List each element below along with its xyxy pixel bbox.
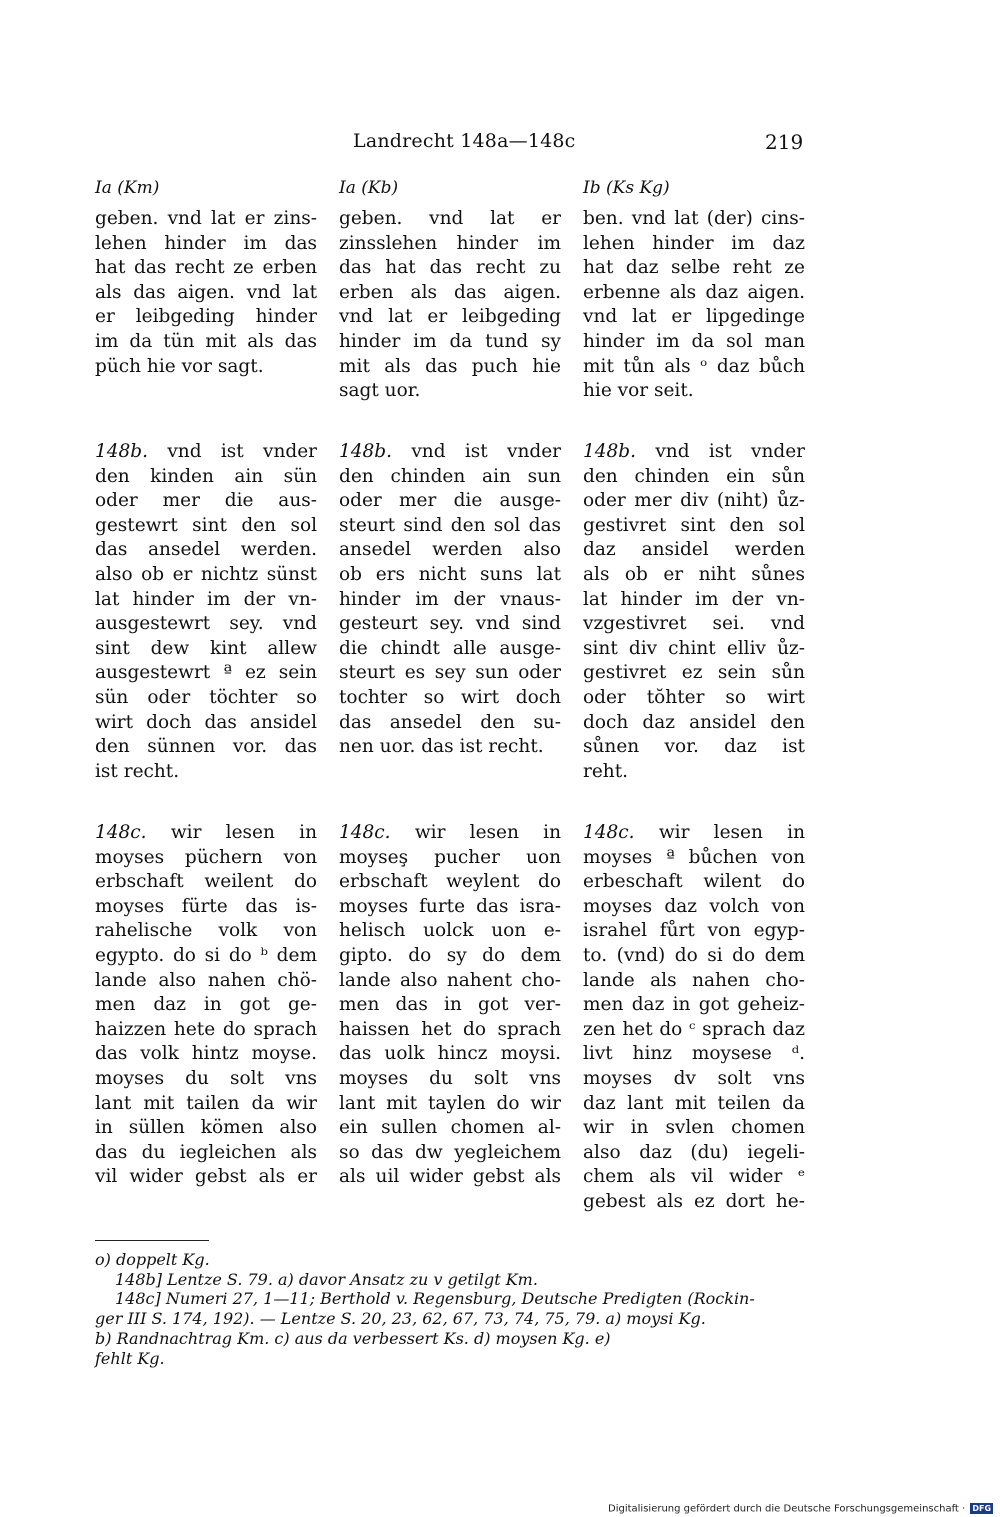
credit-text: Digitalisierung gefördert durch die Deutsche Forschungsgemeinschaft <box>608 1503 959 1515</box>
text-line: das volk hintz moyse. <box>95 1043 317 1065</box>
text-line: moyses du solt vns <box>339 1067 561 1089</box>
text-line: haizzen hete do sprach <box>95 1018 317 1040</box>
text-line: 148b. vnd ist vnder <box>95 441 317 462</box>
text-line: israhel fůrt von egyp- <box>583 920 805 942</box>
text-line: daz lant mit teilen da <box>583 1092 805 1114</box>
text-line: moyseş pucher uon <box>339 846 561 868</box>
text-line: erbeschaft wilent do <box>583 871 805 893</box>
paragraph-number: 148c. <box>339 822 391 843</box>
text-line: lande als nahen cho- <box>583 969 805 991</box>
text-line: ansedel werden also <box>339 539 561 561</box>
text-line: tochter so wirt doch <box>339 686 561 708</box>
text-line: also daz (du) iegeli- <box>583 1141 805 1163</box>
col1-block-148b <box>95 440 317 784</box>
dfg-logo: DFG <box>972 1504 992 1513</box>
col2-block-148b <box>339 440 561 760</box>
text-line: ein sullen chomen al- <box>339 1117 561 1139</box>
col3-block-148c <box>583 821 805 1215</box>
text-line: also ob er nichtz sünst <box>95 563 317 585</box>
text-line: lat hinder im der vn- <box>95 588 317 610</box>
footnotes <box>95 1250 805 1368</box>
text-line: men daz in got ge- <box>95 994 317 1016</box>
text-line: hinder im da sol man <box>583 330 805 352</box>
text-line: das ansedel den su- <box>339 711 561 733</box>
text-line: ausgestewrt sey. vnd <box>95 613 317 635</box>
text-line: den sünnen vor. das <box>95 736 317 758</box>
text-line: moyses püchern von <box>95 846 317 868</box>
text-line: lande also nahent cho- <box>339 969 561 991</box>
footnote-line: ger III S. 174, 192). — Lentze S. 20, 23, 62, 67, 73, 74, 75, 79. a) moysi Kg. <box>95 1309 706 1329</box>
text-line: püch hie vor sagt. <box>95 355 264 377</box>
text-line: erbenne als daz aigen. <box>583 281 805 303</box>
text-line: to. (vnd) do si do dem <box>583 944 805 966</box>
text-line: sint dew kint allew <box>95 637 317 659</box>
text-line: ben. vnd lat (der) cins- <box>583 208 805 229</box>
text-line: er leibgeding hinder <box>95 306 317 328</box>
footnote-line: 148c] Numeri 27, 1—11; Berthold v. Regensburg, Deutsche Predigten (Rockin- <box>115 1289 755 1309</box>
text-line: das uolk hincz moysi. <box>339 1043 561 1065</box>
paragraph-number: 148c. <box>583 822 635 843</box>
text-line: helisch uolck uon e- <box>339 920 561 942</box>
footnote-line: fehlt Kg. <box>95 1348 165 1368</box>
text-line: so das dw yegleichem <box>339 1141 561 1163</box>
text-line: den chinden ain sun <box>339 465 561 487</box>
col3-block-148b <box>583 440 805 784</box>
text-line: geben. vnd lat er zins- <box>95 208 317 229</box>
text-line: nen uor. das ist recht. <box>339 736 544 758</box>
text-line: erbschaft weylent do <box>339 871 561 893</box>
text-line: wirt doch das ansidel <box>95 711 317 733</box>
page-number: 219 <box>765 130 804 154</box>
text-line: mit als das puch hie <box>339 355 561 377</box>
text-line: vil wider gebst als er <box>95 1166 317 1188</box>
running-head: Landrecht 148a—148c <box>353 130 576 152</box>
text-line: lat hinder im der vn- <box>583 588 805 610</box>
text-line: hinder im da tund sy <box>339 330 561 352</box>
text-line: gestivret ez sein sůn <box>583 662 805 684</box>
paragraph-number: 148b. <box>95 441 149 462</box>
text-line: moyses ª bůchen von <box>583 846 805 868</box>
text-line: sün oder töchter so <box>95 686 317 708</box>
text-line: steurt sind den sol das <box>339 514 561 536</box>
footnote-line: b) Randnachtrag Km. c) aus da verbessert Ks. d) moysen Kg. e) <box>95 1328 611 1348</box>
text-line: oder mer die aus- <box>95 490 317 512</box>
text-line: vzgestivret sei. vnd <box>583 613 805 635</box>
text-line: vnd lat er lipgedinge <box>583 306 805 328</box>
text-line: zinsslehen hinder im <box>339 232 561 254</box>
text-line: den chinden ein sůn <box>583 465 805 487</box>
text-line: moyses dv solt vns <box>583 1067 805 1089</box>
text-line: hat daz selbe reht ze <box>583 257 805 279</box>
text-line: oder mer die ausge- <box>339 490 561 512</box>
text-line: livt hinz moysese ᵈ. <box>583 1043 805 1065</box>
text-line: als das aigen. vnd lat <box>95 281 317 303</box>
col2-block-148c <box>339 821 561 1190</box>
text-line: reht. <box>583 760 629 782</box>
text-line: als ob er niht sůnes <box>583 563 805 585</box>
text-line: 148c. wir lesen in <box>95 822 317 843</box>
column-heading-ib-ks-kg: Ib (Ks Kg) <box>583 178 670 198</box>
text-line: als uil wider gebst als <box>339 1166 561 1188</box>
text-line: sagt uor. <box>339 380 421 402</box>
text-line: lehen hinder im das <box>95 232 317 254</box>
text-line: das du iegleichen als <box>95 1141 317 1163</box>
paragraph-number: 148c. <box>95 822 147 843</box>
text-line: ob ers nicht suns lat <box>339 563 561 585</box>
text-line: ist recht. <box>95 760 180 782</box>
text-line: geben. vnd lat er <box>339 208 561 229</box>
text-line: die chindt alle ausge- <box>339 637 561 659</box>
text-line: 148c. wir lesen in <box>339 822 561 843</box>
text-line: hinder im der vnaus- <box>339 588 561 610</box>
text-line: moyses daz volch von <box>583 895 805 917</box>
text-line: 148c. wir lesen in <box>583 822 805 843</box>
col2-block-148a <box>339 207 561 404</box>
footnote-line: o) doppelt Kg. <box>95 1250 210 1269</box>
text-line: erbschaft weilent do <box>95 871 317 893</box>
col3-block-148a <box>583 207 805 404</box>
text-line: gebest als ez dort he- <box>583 1190 805 1212</box>
footnote-line: 148b] Lentze S. 79. a) davor Ansatz zu v getilgt Km. <box>115 1269 538 1289</box>
column-heading-ia-kb: Ia (Kb) <box>339 178 399 198</box>
column-heading-ia-km: Ia (Km) <box>95 178 160 198</box>
text-line: zen het do ᶜ sprach daz <box>583 1018 805 1040</box>
col1-block-148c <box>95 821 317 1190</box>
text-line: lehen hinder im daz <box>583 232 805 254</box>
text-line: in süllen kömen also <box>95 1117 317 1139</box>
text-line: lant mit taylen do wir <box>339 1092 561 1114</box>
text-line: erben als das aigen. <box>339 281 561 303</box>
text-line: das hat das recht zu <box>339 257 561 279</box>
footnote-rule <box>95 1240 209 1241</box>
text-line: moyses fürte das is- <box>95 895 317 917</box>
text-line: sůnen vor. daz ist <box>583 736 805 758</box>
text-line: mit tůn als ᵒ daz bůch <box>583 355 805 377</box>
text-line: hat das recht ze erben <box>95 257 317 279</box>
text-line: moyses furte das isra- <box>339 895 561 917</box>
text-line: sint div chint elliv ůz- <box>583 637 805 659</box>
text-line: chem als vil wider ᵉ <box>583 1166 805 1188</box>
text-line: steurt es sey sun oder <box>339 662 561 684</box>
digitization-credit: Digitalisierung gefördert durch die Deutsche Forschungsgemeinschaft · DFG <box>608 1503 992 1515</box>
text-line: oder tŏhter so wirt <box>583 686 805 708</box>
paragraph-number: 148b. <box>339 441 393 462</box>
text-line: gipto. do sy do dem <box>339 944 561 966</box>
text-line: rahelische volk von <box>95 920 317 942</box>
text-line: lant mit tailen da wir <box>95 1092 317 1114</box>
text-line: das ansedel werden. <box>95 539 317 561</box>
text-line: gesteurt sey. vnd sind <box>339 613 561 635</box>
text-line: den kinden ain sün <box>95 465 317 487</box>
text-line: egypto. do si do ᵇ dem <box>95 944 317 966</box>
paragraph-number: 148b. <box>583 441 637 462</box>
text-line: im da tün mit als das <box>95 330 317 352</box>
text-line: vnd lat er leibgeding <box>339 306 561 328</box>
text-line: doch daz ansidel den <box>583 711 805 733</box>
text-line: 148b. vnd ist vnder <box>339 441 561 462</box>
text-line: ausgestewrt ª ez sein <box>95 662 317 684</box>
text-line: gestivret sint den sol <box>583 514 805 536</box>
text-line: haissen het do sprach <box>339 1018 561 1040</box>
text-line: wir in svlen chomen <box>583 1117 805 1139</box>
text-line: oder mer div (niht) ůz- <box>583 490 805 512</box>
text-line: men das in got ver- <box>339 994 561 1016</box>
text-line: gestewrt sint den sol <box>95 514 317 536</box>
text-line: lande also nahen chö- <box>95 969 317 991</box>
text-line: daz ansidel werden <box>583 539 805 561</box>
text-line: 148b. vnd ist vnder <box>583 441 805 462</box>
col1-block-148a <box>95 207 317 379</box>
text-line: men daz in got geheiz- <box>583 994 805 1016</box>
text-line: moyses du solt vns <box>95 1067 317 1089</box>
text-line: hie vor seit. <box>583 380 694 402</box>
